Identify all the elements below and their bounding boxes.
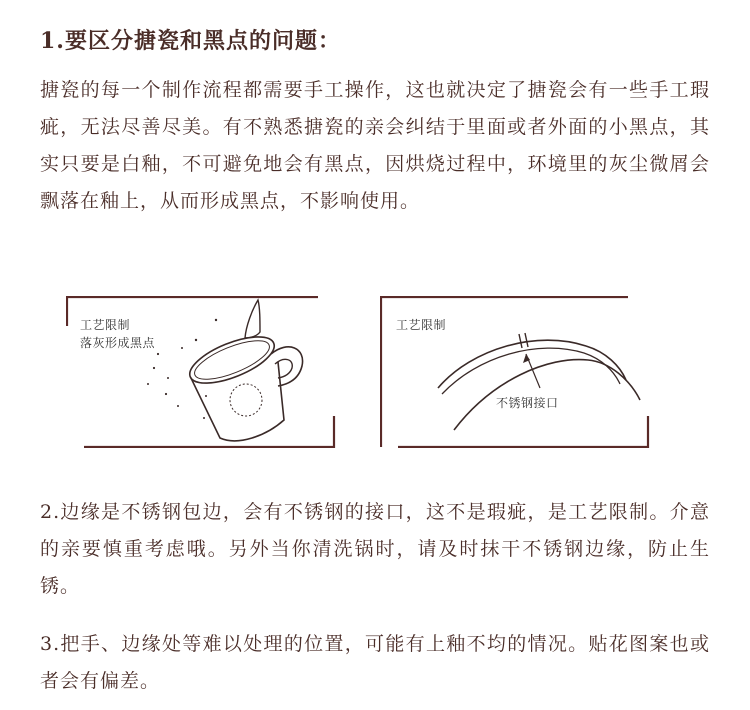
figure-dust-spots bbox=[66, 296, 336, 448]
rim-inner-arc bbox=[442, 348, 620, 394]
label-dust-spots: 落灰形成黑点 bbox=[80, 336, 156, 350]
figure-rim-joint bbox=[380, 296, 650, 448]
frame-bottom-right-corner bbox=[398, 416, 648, 447]
label-process-limit-right: 工艺限制 bbox=[396, 318, 447, 332]
rim-outer-arc bbox=[438, 340, 626, 388]
joint-mark bbox=[519, 334, 522, 348]
frame-bottom-right-corner bbox=[84, 416, 334, 447]
decal-outline bbox=[230, 384, 262, 416]
mug-rim bbox=[184, 327, 280, 392]
label-process-limit: 工艺限制 bbox=[80, 318, 131, 332]
label-steel-joint: 不锈钢接口 bbox=[496, 396, 559, 410]
paragraph-steel-rim: 2.边缘是不锈钢包边，会有不锈钢的接口，这不是瑕疵，是工艺限制。介意的亲要慎重考虑哦。另外当你清洗锅时，请及时抹干不锈钢边缘，防止生锈。 bbox=[40, 501, 710, 597]
paragraph-enamel-spots: 搪瓷的每一个制作流程都需要手工操作，这也就决定了搪瓷会有一些手工瑕疵，无法尽善尽美。有不熟悉搪瓷的亲会纠结于里面或者外面的小黑点，其实只要是白釉，不可避免地会有黑点，因烘烧过程中，环境里的灰尘微屑会飘落在釉上，从而形成黑点，不影响使用。 bbox=[40, 79, 710, 212]
paragraph-glaze-uneven: 3.把手、边缘处等难以处理的位置，可能有上釉不均的情况。贴花图案也或者会有偏差。 bbox=[40, 633, 710, 692]
tool-icon bbox=[245, 300, 260, 338]
section-heading: 1.要区分搪瓷和黑点的问题： bbox=[40, 28, 341, 54]
mug-handle bbox=[271, 347, 303, 386]
